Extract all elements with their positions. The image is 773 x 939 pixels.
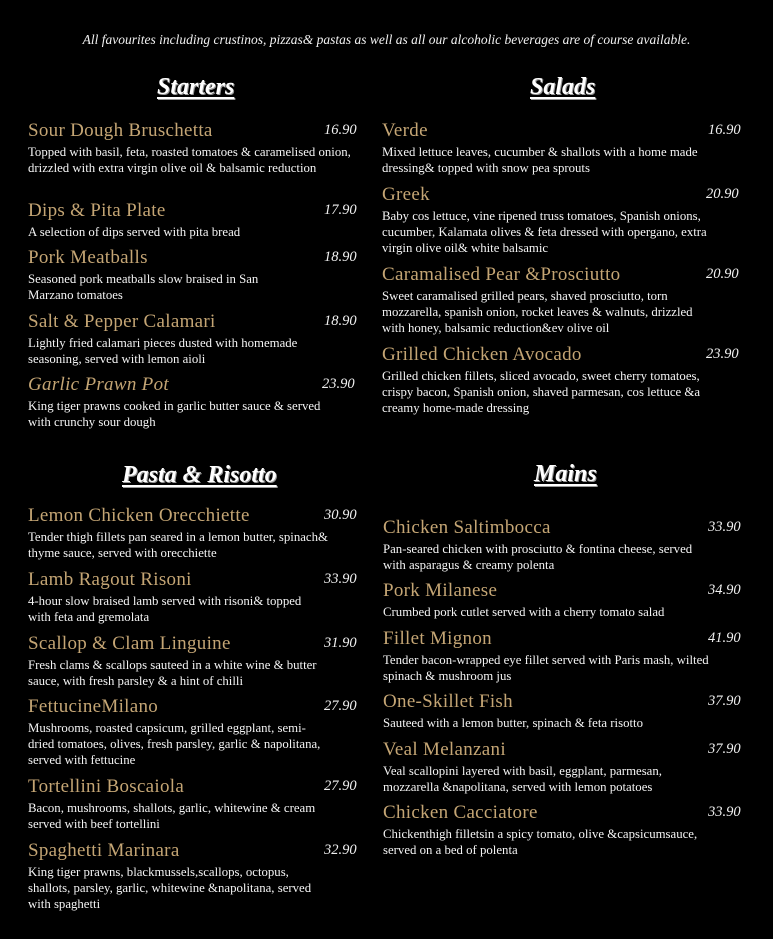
item-name: Greek	[382, 184, 430, 205]
item-price: 20.90	[706, 266, 739, 282]
section-title-starters: Starters	[157, 74, 235, 100]
menu-item-pasta	[28, 696, 357, 768]
menu-item-starter	[28, 311, 357, 367]
item-description: 4-hour slow braised lamb served with risoni& topped with feta and gremolata	[28, 594, 302, 624]
item-description: Sweet caramalised grilled pears, shaved prosciutto, torn mozzarella, spanish onion, rocket leaves & walnuts, drizzled with honey, balsamic reduction&ev olive oil	[382, 289, 693, 335]
menu-item-salad	[382, 264, 739, 336]
item-description: Mixed lettuce leaves, cucumber & shallots with a home made dressing& topped with snow pea sprouts	[382, 145, 698, 175]
menu-item-main	[383, 691, 741, 731]
item-name: Lamb Ragout Risoni	[28, 569, 192, 590]
menu-item-starter	[28, 247, 357, 303]
item-name: Veal Melanzani	[383, 739, 506, 760]
item-name: Tortellini Boscaiola	[28, 776, 185, 797]
item-description: King tiger prawns cooked in garlic butter sauce & served with crunchy sour dough	[28, 399, 321, 429]
item-name: Grilled Chicken Avocado	[382, 344, 582, 365]
menu-item-starter	[28, 120, 358, 176]
menu-item-main	[383, 580, 741, 620]
item-description: Chickenthigh filletsin a spicy tomato, olive &capsicumsauce, served on a bed of polenta	[383, 827, 698, 857]
item-description: Lightly fried calamari pieces dusted with homemade seasoning, served with lemon aioli	[28, 336, 298, 366]
item-name: Spaghetti Marinara	[28, 840, 180, 861]
item-description: Fresh clams & scallops sauteed in a white wine & butter sauce, with fresh parsley & a hint of chilli	[28, 658, 317, 688]
menu-item-pasta	[28, 505, 357, 561]
menu-item-starter	[28, 374, 355, 430]
menu-item-starter	[28, 200, 358, 240]
item-price: 16.90	[324, 122, 357, 138]
menu-item-main	[383, 628, 741, 684]
item-description: Tender thigh fillets pan seared in a lemon butter, spinach& thyme sauce, served with orecchiette	[28, 530, 328, 560]
item-description: King tiger prawns, blackmussels,scallops, octopus, shallots, parsley, garlic, whitewine &napolitana, served with spaghetti	[28, 865, 312, 911]
section-title-mains: Mains	[534, 461, 597, 487]
item-price: 18.90	[324, 313, 357, 329]
menu-item-main	[383, 802, 741, 858]
item-description: Pan-seared chicken with prosciutto & fontina cheese, served with asparagus & creamy polenta	[383, 542, 693, 572]
item-description: Seasoned pork meatballs slow braised in San Marzano tomatoes	[28, 272, 259, 302]
item-price: 37.90	[708, 741, 741, 757]
item-description: A selection of dips served with pita bread	[28, 225, 241, 239]
item-name: Pork Meatballs	[28, 247, 148, 268]
item-price: 23.90	[706, 346, 739, 362]
menu-item-pasta	[28, 776, 357, 832]
menu-item-pasta	[28, 840, 357, 912]
item-name: Caramalised Pear &Prosciutto	[382, 264, 621, 285]
section-title-pasta: Pasta & Risotto	[122, 462, 277, 488]
menu-item-pasta	[28, 569, 357, 625]
item-name: Garlic Prawn Pot	[28, 374, 169, 395]
item-name: FettucineMilano	[28, 696, 159, 717]
item-price: 33.90	[708, 519, 741, 535]
menu-item-main	[383, 739, 741, 795]
item-price: 16.90	[708, 122, 741, 138]
item-description: Crumbed pork cutlet served with a cherry tomato salad	[383, 605, 665, 619]
item-name: Pork Milanese	[383, 580, 498, 601]
item-price: 30.90	[324, 507, 357, 523]
item-price: 27.90	[324, 778, 357, 794]
item-description: Veal scallopini layered with basil, eggplant, parmesan, mozzarella &napolitana, served with lemon potatoes	[383, 764, 662, 794]
item-price: 32.90	[324, 842, 357, 858]
item-description: Sauteed with a lemon butter, spinach & feta risotto	[383, 716, 643, 730]
item-description: Baby cos lettuce, vine ripened truss tomatoes, Spanish onions, cucumber, Kalamata olives & feta dressed with opergano, extra virgin olive oil& white balsamic	[382, 209, 707, 255]
item-price: 41.90	[708, 630, 741, 646]
item-description: Topped with basil, feta, roasted tomatoes & caramelised onion, drizzled with extra virgin olive oil & balsamic reduction	[28, 145, 351, 175]
item-price: 33.90	[708, 804, 741, 820]
item-name: Fillet Mignon	[383, 628, 492, 649]
item-price: 18.90	[324, 249, 357, 265]
menu-item-salad	[382, 184, 739, 256]
item-name: Chicken Saltimbocca	[383, 517, 551, 538]
item-name: Verde	[382, 120, 428, 141]
item-name: Lemon Chicken Orecchiette	[28, 505, 250, 526]
item-name: Dips & Pita Plate	[28, 200, 166, 221]
item-price: 27.90	[324, 698, 357, 714]
item-description: Mushrooms, roasted capsicum, grilled eggplant, semi-dried tomatoes, olives, fresh parsley, garlic & napolitana, served with fettucine	[28, 721, 321, 767]
intro-text: All favourites including crustinos, pizzas& pastas as well as all our alcoholic beverages are of course available.	[82, 32, 691, 47]
item-description: Tender bacon-wrapped eye fillet served with Paris mash, wilted spinach & mushroom jus	[383, 653, 709, 683]
item-price: 23.90	[322, 376, 355, 392]
menu-item-salad	[382, 344, 739, 416]
item-description: Grilled chicken fillets, sliced avocado, sweet cherry tomatoes, crispy bacon, Spanish onion, shaved parmesan, cos lettuce &a creamy home-made dressing	[382, 369, 701, 415]
menu-item-main	[383, 517, 741, 573]
item-price: 33.90	[324, 571, 357, 587]
item-name: Chicken Cacciatore	[383, 802, 538, 823]
item-price: 34.90	[708, 582, 741, 598]
item-price: 31.90	[324, 635, 357, 651]
item-name: Salt & Pepper Calamari	[28, 311, 216, 332]
item-price: 20.90	[706, 186, 739, 202]
item-description: Bacon, mushrooms, shallots, garlic, whitewine & cream served with beef tortellini	[28, 801, 316, 831]
item-name: One-Skillet Fish	[383, 691, 513, 712]
item-name: Scallop & Clam Linguine	[28, 633, 231, 654]
menu-item-pasta	[28, 633, 357, 689]
item-price: 17.90	[324, 202, 357, 218]
item-name: Sour Dough Bruschetta	[28, 120, 213, 141]
item-price: 37.90	[708, 693, 741, 709]
menu-item-salad	[382, 120, 741, 176]
section-title-salads: Salads	[530, 74, 596, 100]
